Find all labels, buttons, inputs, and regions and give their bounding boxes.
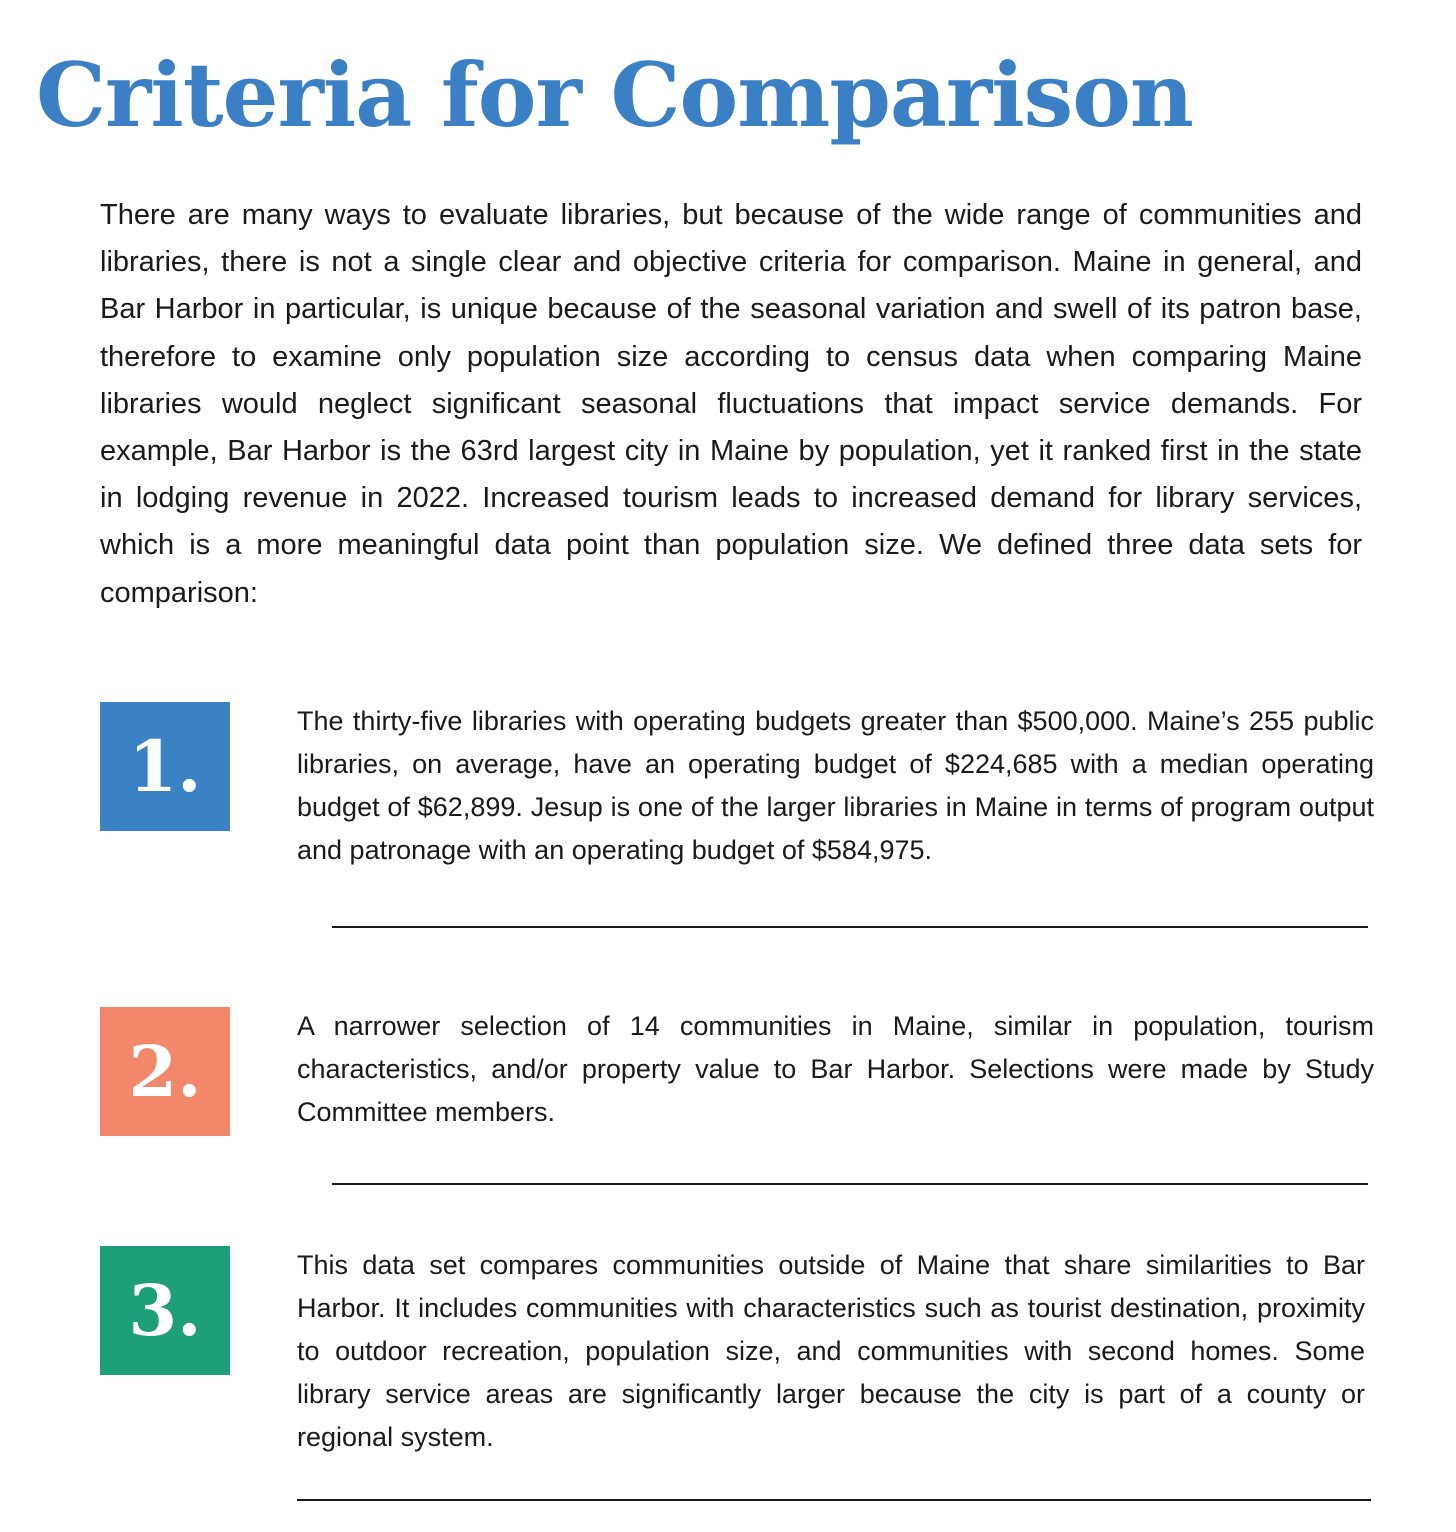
page-title: Criteria for Comparison	[36, 43, 1193, 147]
criterion-description: A narrower selection of 14 communities in Maine, similar in population, tourism characteristics, and/or property value to Bar Harbor. Selections were made by Study Committee members.	[297, 1011, 1374, 1127]
criterion-description: This data set compares communities outside of Maine that share similarities to Bar Harbor. It includes communities with characteristics such as tourist destination, proximity to outdoor recreation, population size, and communities with second homes. Some library service areas are significantly larger because the city is part of a county or regional system.	[297, 1250, 1365, 1452]
criterion-number-badge: 3.	[100, 1246, 230, 1375]
criterion-number-badge: 2.	[100, 1007, 230, 1136]
divider	[332, 1183, 1368, 1185]
criterion-number-badge: 1.	[100, 702, 230, 831]
divider	[297, 1499, 1371, 1501]
divider	[332, 926, 1368, 928]
intro-paragraph: There are many ways to evaluate libraries, but because of the wide range of communities and libraries, there is not a single clear and objective criteria for comparison. Maine in general, and Bar Harbor in particular, is unique because of the seasonal variation and swell of its patron base, therefore to examine only population size according to census data when comparing Maine libraries would neglect significant seasonal fluctuations that impact service demands. For example, Bar Harbor is the 63rd largest city in Maine by population, yet it ranked first in the state in lodging revenue in 2022. Increased tourism leads to increased demand for library services, which is a more meaningful data point than population size. We defined three data sets for comparison:	[100, 199, 1362, 609]
criterion-description: The thirty-five libraries with operating budgets greater than $500,000. Maine’s 255 public libraries, on average, have an operating budget of $224,685 with a median operating budget of $62,899. Jesup is one of the larger libraries in Maine in terms of program output and patronage with an operating budget of $584,975.	[297, 706, 1374, 865]
